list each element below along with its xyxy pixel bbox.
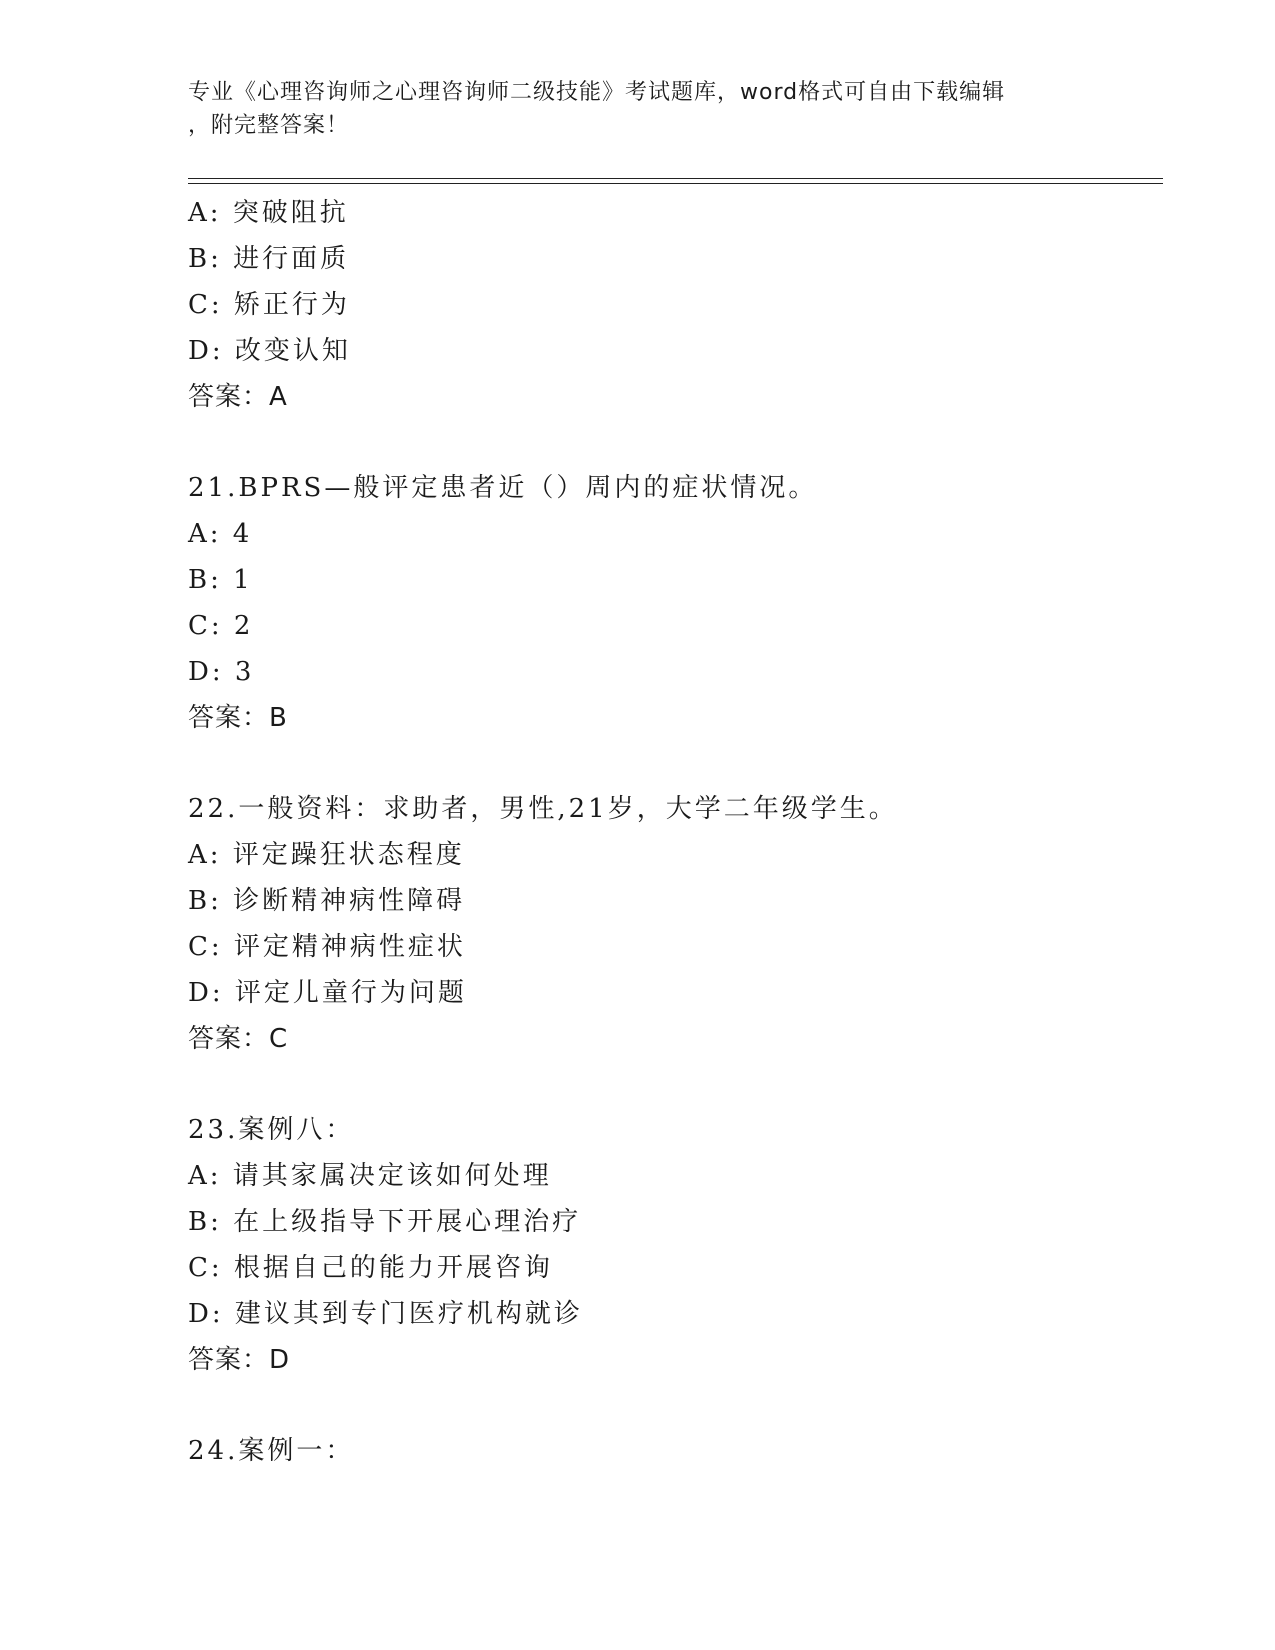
option-c: C: 评定精神病性症状 [188, 932, 466, 962]
header-line-1: 专业《心理咨询师之心理咨询师二级技能》考试题库，word格式可自由下载编辑 [188, 80, 1006, 105]
option-d: D: 评定儿童行为问题 [188, 978, 467, 1008]
option-d: D: 建议其到专门医疗机构就诊 [188, 1299, 583, 1329]
option-b: B: 1 [188, 565, 253, 595]
option-d: D: 改变认知 [188, 336, 351, 366]
option-a: A: 4 [188, 519, 253, 549]
answer-line: 答案：B [188, 703, 288, 733]
question-24 [188, 1428, 1148, 1474]
question-21 [188, 465, 1148, 741]
option-a: A: 突破阻抗 [188, 198, 349, 228]
option-c: C: 根据自己的能力开展咨询 [188, 1253, 553, 1283]
question-title: 22.一般资料：求助者，男性,21岁，大学二年级学生。 [188, 794, 898, 824]
question-block-continued [188, 190, 1148, 420]
answer-line: 答案：D [188, 1345, 291, 1375]
option-b: B: 诊断精神病性障碍 [188, 886, 466, 916]
question-22 [188, 786, 1148, 1062]
answer-line: 答案：C [188, 1024, 289, 1054]
option-a: A: 请其家属决定该如何处理 [188, 1161, 552, 1191]
question-title: 24.案例一： [188, 1436, 355, 1466]
header-line-2: ，附完整答案！ [188, 113, 350, 138]
question-23 [188, 1107, 1148, 1383]
option-b: B: 在上级指导下开展心理治疗 [188, 1207, 582, 1237]
header-rule-bottom [188, 183, 1163, 184]
option-c: C: 矫正行为 [188, 290, 350, 320]
option-d: D: 3 [188, 657, 255, 687]
option-a: A: 评定躁狂状态程度 [188, 840, 465, 870]
question-title: 21.BPRS—般评定患者近（）周内的症状情况。 [188, 473, 818, 503]
option-c: C: 2 [188, 611, 254, 641]
option-b: B: 进行面质 [188, 244, 350, 274]
answer-line: 答案：A [188, 382, 288, 412]
question-list [188, 190, 1148, 1474]
question-title: 23.案例八： [188, 1115, 355, 1145]
header-rule-top [188, 178, 1163, 179]
document-header [188, 76, 1088, 142]
